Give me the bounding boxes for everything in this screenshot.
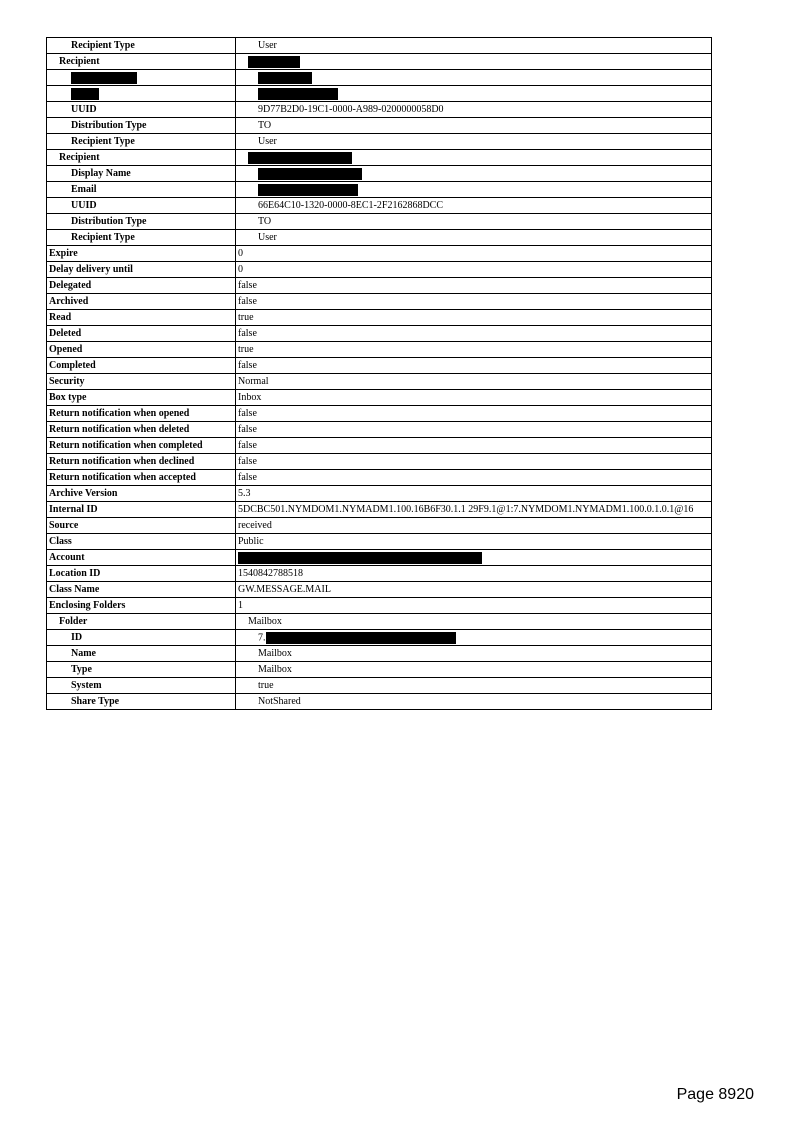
row-value: false	[236, 406, 712, 422]
row-key: Recipient	[47, 54, 236, 70]
row-key: Type	[47, 662, 236, 678]
row-key: Delay delivery until	[47, 262, 236, 278]
table-row	[47, 662, 712, 678]
row-key: Recipient	[47, 150, 236, 166]
table-row	[47, 550, 712, 566]
row-value: false	[236, 454, 712, 470]
row-value: User	[236, 134, 712, 150]
row-value: false	[236, 326, 712, 342]
row-value: false	[236, 438, 712, 454]
row-value: User	[236, 230, 712, 246]
table-row	[47, 518, 712, 534]
table-row	[47, 262, 712, 278]
row-value: true	[236, 678, 712, 694]
row-value	[236, 70, 712, 86]
table-row	[47, 630, 712, 646]
table-row	[47, 326, 712, 342]
row-value: Mailbox	[236, 646, 712, 662]
row-key: Class	[47, 534, 236, 550]
table-row	[47, 390, 712, 406]
row-key: Enclosing Folders	[47, 598, 236, 614]
row-key: Box type	[47, 390, 236, 406]
table-row	[47, 310, 712, 326]
row-key: Delegated	[47, 278, 236, 294]
table-row	[47, 134, 712, 150]
row-key: ID	[47, 630, 236, 646]
row-value: 9D77B2D0-19C1-0000-A989-0200000058D0	[236, 102, 712, 118]
row-key: Account	[47, 550, 236, 566]
table-row	[47, 246, 712, 262]
table-row	[47, 230, 712, 246]
row-key: Return notification when deleted	[47, 422, 236, 438]
table-row	[47, 278, 712, 294]
table-row	[47, 470, 712, 486]
row-value: false	[236, 470, 712, 486]
row-key: Recipient Type	[47, 38, 236, 54]
row-value: false	[236, 358, 712, 374]
table-row	[47, 342, 712, 358]
table-row	[47, 646, 712, 662]
table-row	[47, 614, 712, 630]
row-value: false	[236, 294, 712, 310]
table-row	[47, 598, 712, 614]
table-row	[47, 70, 712, 86]
table-row	[47, 214, 712, 230]
row-value: 1	[236, 598, 712, 614]
redaction-block	[258, 72, 312, 84]
redaction-block	[238, 552, 482, 564]
row-key	[47, 70, 236, 86]
row-value: Public	[236, 534, 712, 550]
table-row	[47, 486, 712, 502]
row-value	[236, 630, 712, 646]
table-row	[47, 86, 712, 102]
redaction-block	[71, 72, 137, 84]
row-key: Location ID	[47, 566, 236, 582]
row-key: Security	[47, 374, 236, 390]
row-value: GW.MESSAGE.MAIL	[236, 582, 712, 598]
row-value: 0	[236, 262, 712, 278]
row-value: Mailbox	[236, 662, 712, 678]
row-key: Email	[47, 182, 236, 198]
table-row	[47, 566, 712, 582]
table-row	[47, 38, 712, 54]
row-value: 5.3	[236, 486, 712, 502]
id-prefix: 7.	[258, 631, 266, 643]
row-value	[236, 550, 712, 566]
row-key: Return notification when completed	[47, 438, 236, 454]
row-value	[236, 54, 712, 70]
row-value: NotShared	[236, 694, 712, 710]
row-key: System	[47, 678, 236, 694]
row-key: Share Type	[47, 694, 236, 710]
table-row	[47, 406, 712, 422]
table-row	[47, 374, 712, 390]
row-key: Opened	[47, 342, 236, 358]
table-row	[47, 182, 712, 198]
table-row	[47, 294, 712, 310]
row-value	[236, 166, 712, 182]
redaction-block	[258, 184, 358, 196]
row-key: Distribution Type	[47, 214, 236, 230]
row-key: Display Name	[47, 166, 236, 182]
table-row	[47, 102, 712, 118]
table-row	[47, 198, 712, 214]
row-value: false	[236, 278, 712, 294]
redaction-block	[248, 56, 300, 68]
table-row	[47, 502, 712, 518]
table-row	[47, 582, 712, 598]
table-row	[47, 534, 712, 550]
table-row	[47, 454, 712, 470]
table-row	[47, 166, 712, 182]
row-key: Return notification when opened	[47, 406, 236, 422]
row-key: Archive Version	[47, 486, 236, 502]
row-key	[47, 86, 236, 102]
row-key: Recipient Type	[47, 230, 236, 246]
redaction-block	[266, 632, 456, 644]
properties-table	[46, 37, 712, 710]
row-value: received	[236, 518, 712, 534]
row-key: Distribution Type	[47, 118, 236, 134]
table-row	[47, 54, 712, 70]
redaction-block	[258, 88, 338, 100]
row-key: Internal ID	[47, 502, 236, 518]
row-value	[236, 182, 712, 198]
table-row	[47, 358, 712, 374]
row-value: true	[236, 310, 712, 326]
row-value: Mailbox	[236, 614, 712, 630]
table-row	[47, 678, 712, 694]
row-value: true	[236, 342, 712, 358]
row-value: 5DCBC501.NYMDOM1.NYMADM1.100.16B6F30.1.1 29F9.1@1:7.NYMDOM1.NYMADM1.100.0.1.0.1@16	[236, 502, 712, 518]
row-value: 66E64C10-1320-0000-8EC1-2F2162868DCC	[236, 198, 712, 214]
row-value: User	[236, 38, 712, 54]
row-value: Normal	[236, 374, 712, 390]
row-value: 1540842788518	[236, 566, 712, 582]
row-key: Return notification when declined	[47, 454, 236, 470]
row-key: Read	[47, 310, 236, 326]
redaction-block	[248, 152, 352, 164]
page-number: Page 8920	[676, 1086, 754, 1103]
row-value: false	[236, 422, 712, 438]
redaction-block	[71, 88, 99, 100]
row-value	[236, 86, 712, 102]
row-key: Deleted	[47, 326, 236, 342]
row-key: Folder	[47, 614, 236, 630]
row-value: 0	[236, 246, 712, 262]
row-value	[236, 150, 712, 166]
row-key: Expire	[47, 246, 236, 262]
row-key: Name	[47, 646, 236, 662]
table-row	[47, 422, 712, 438]
redaction-block	[258, 168, 362, 180]
table-row	[47, 438, 712, 454]
row-key: UUID	[47, 102, 236, 118]
row-value: Inbox	[236, 390, 712, 406]
row-key: Completed	[47, 358, 236, 374]
row-value: TO	[236, 118, 712, 134]
table-row	[47, 150, 712, 166]
row-key: Return notification when accepted	[47, 470, 236, 486]
table-row	[47, 118, 712, 134]
row-key: Source	[47, 518, 236, 534]
row-key: Recipient Type	[47, 134, 236, 150]
row-value: TO	[236, 214, 712, 230]
row-key: UUID	[47, 198, 236, 214]
row-key: Archived	[47, 294, 236, 310]
row-key: Class Name	[47, 582, 236, 598]
table-row	[47, 694, 712, 710]
